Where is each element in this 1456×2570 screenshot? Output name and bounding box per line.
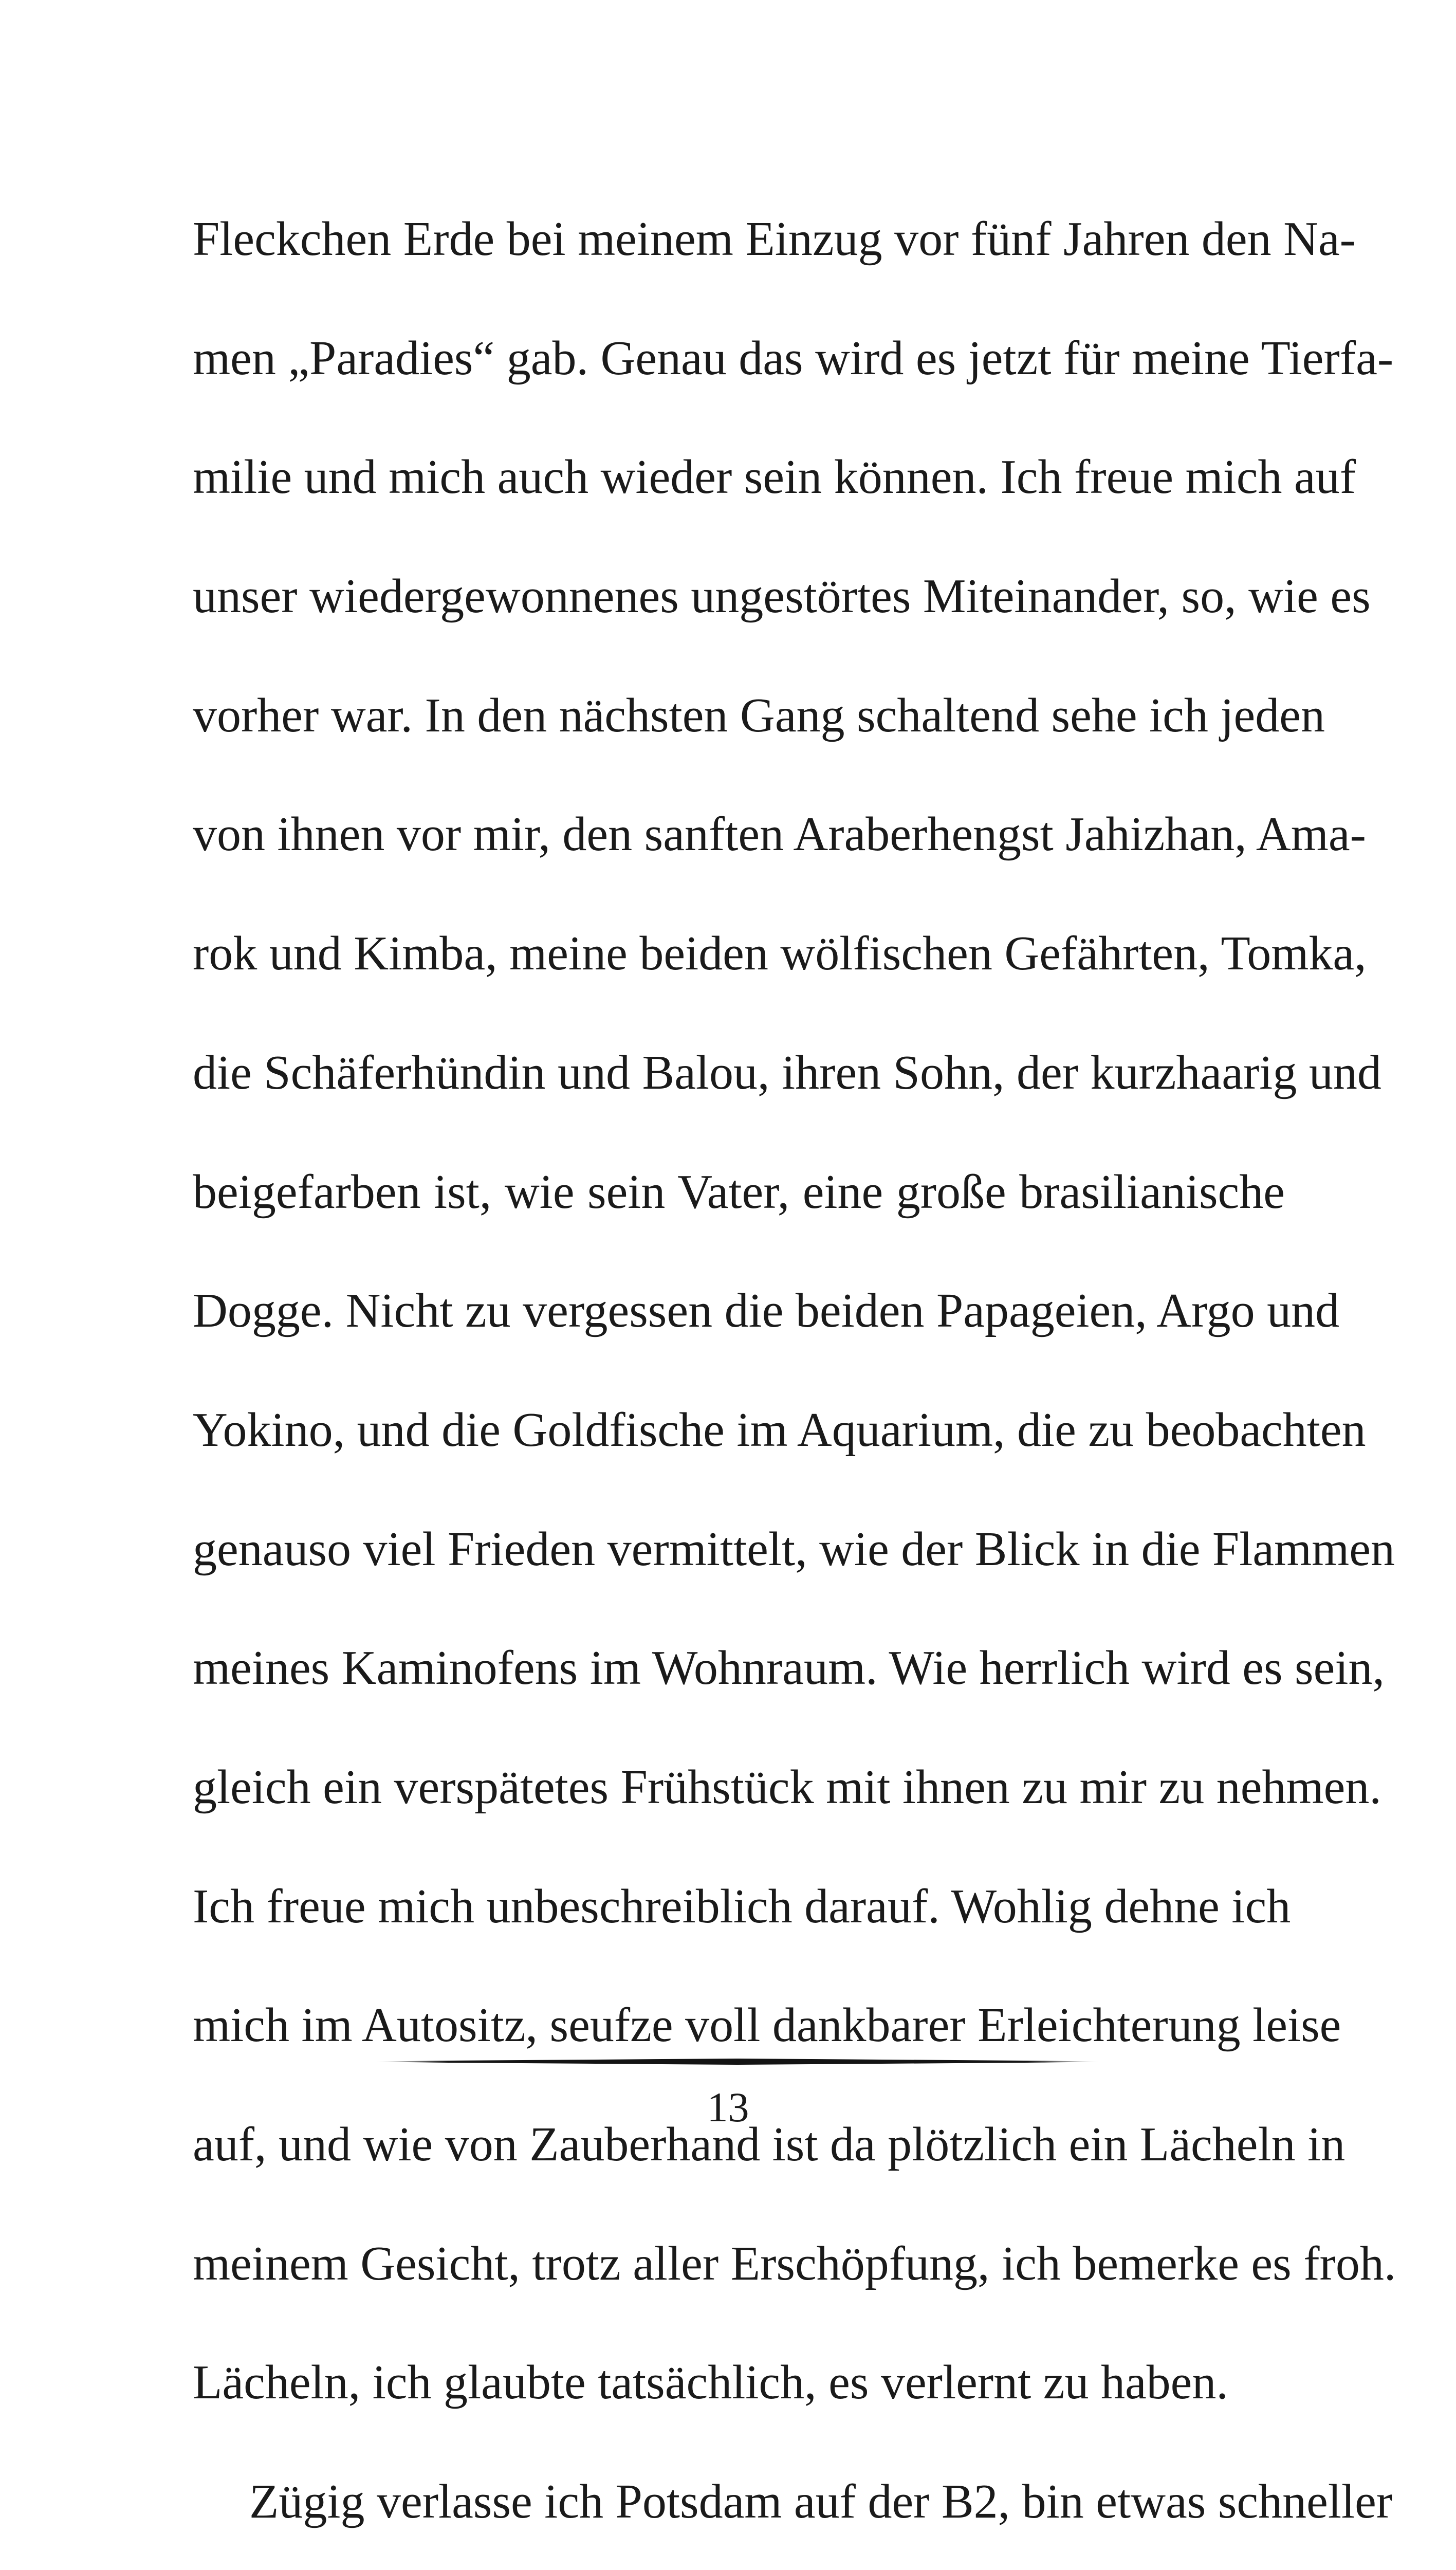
text-line: Fleckchen Erde bei meinem Einzug vor fünf Jahren den Na-	[193, 212, 1356, 266]
page-number: 13	[707, 2084, 749, 2131]
text-line: vorher war. In den nächsten Gang schaltend sehe ich jeden	[193, 688, 1325, 742]
text-line: men „Paradies“ gab. Genau das wird es jetzt für meine Tierfa-	[193, 331, 1394, 385]
text-line: genauso viel Frieden vermittelt, wie der Blick in die Flammen	[193, 1522, 1395, 1576]
text-line	[193, 2562, 1285, 2570]
text-line: Yokino, und die Goldfische im Aquarium, die zu beobachten	[193, 1403, 1366, 1457]
text-line: unser wiedergewonnenes ungestörtes Miteinander, so, wie es	[193, 570, 1371, 623]
text-line: Ich freue mich unbeschreiblich darauf. Wohlig dehne ich	[193, 1879, 1291, 1933]
text-line: auf, und wie von Zauberhand ist da plötzlich ein Lächeln in	[193, 2118, 1346, 2171]
text-line: meines Kaminofens im Wohnraum. Wie herrlich wird es sein,	[193, 1641, 1385, 1695]
text-line: beigefarben ist, wie sein Vater, eine große brasilianische	[193, 1165, 1285, 1219]
text-line: Lächeln, ich glaubte tatsächlich, es verlernt zu haben.	[193, 2356, 1228, 2410]
text-line: gleich ein verspätetes Frühstück mit ihnen zu mir zu nehmen.	[193, 1760, 1381, 1814]
text-line: mich im Autositz, seufze voll dankbarer Erleichterung leise	[193, 1998, 1341, 2052]
text-line: von ihnen vor mir, den sanften Araberhengst Jahizhan, Ama-	[193, 807, 1366, 861]
text-line: Dogge. Nicht zu vergessen die beiden Papageien, Argo und	[193, 1284, 1340, 1338]
text-line: milie und mich auch wieder sein können. Ich freue mich auf	[193, 450, 1356, 504]
text-line: rok und Kimba, meine beiden wölfischen Gefährten, Tomka,	[193, 927, 1367, 981]
text-line: Zügig verlasse ich Potsdam auf der B2, bin etwas schneller	[249, 2475, 1393, 2529]
text-line: meinem Gesicht, trotz aller Erschöpfung, ich bemerke es froh.	[193, 2236, 1396, 2290]
body-text	[193, 180, 1396, 2570]
text-line: die Schäferhündin und Balou, ihren Sohn, der kurzhaarig und	[193, 1045, 1381, 1099]
